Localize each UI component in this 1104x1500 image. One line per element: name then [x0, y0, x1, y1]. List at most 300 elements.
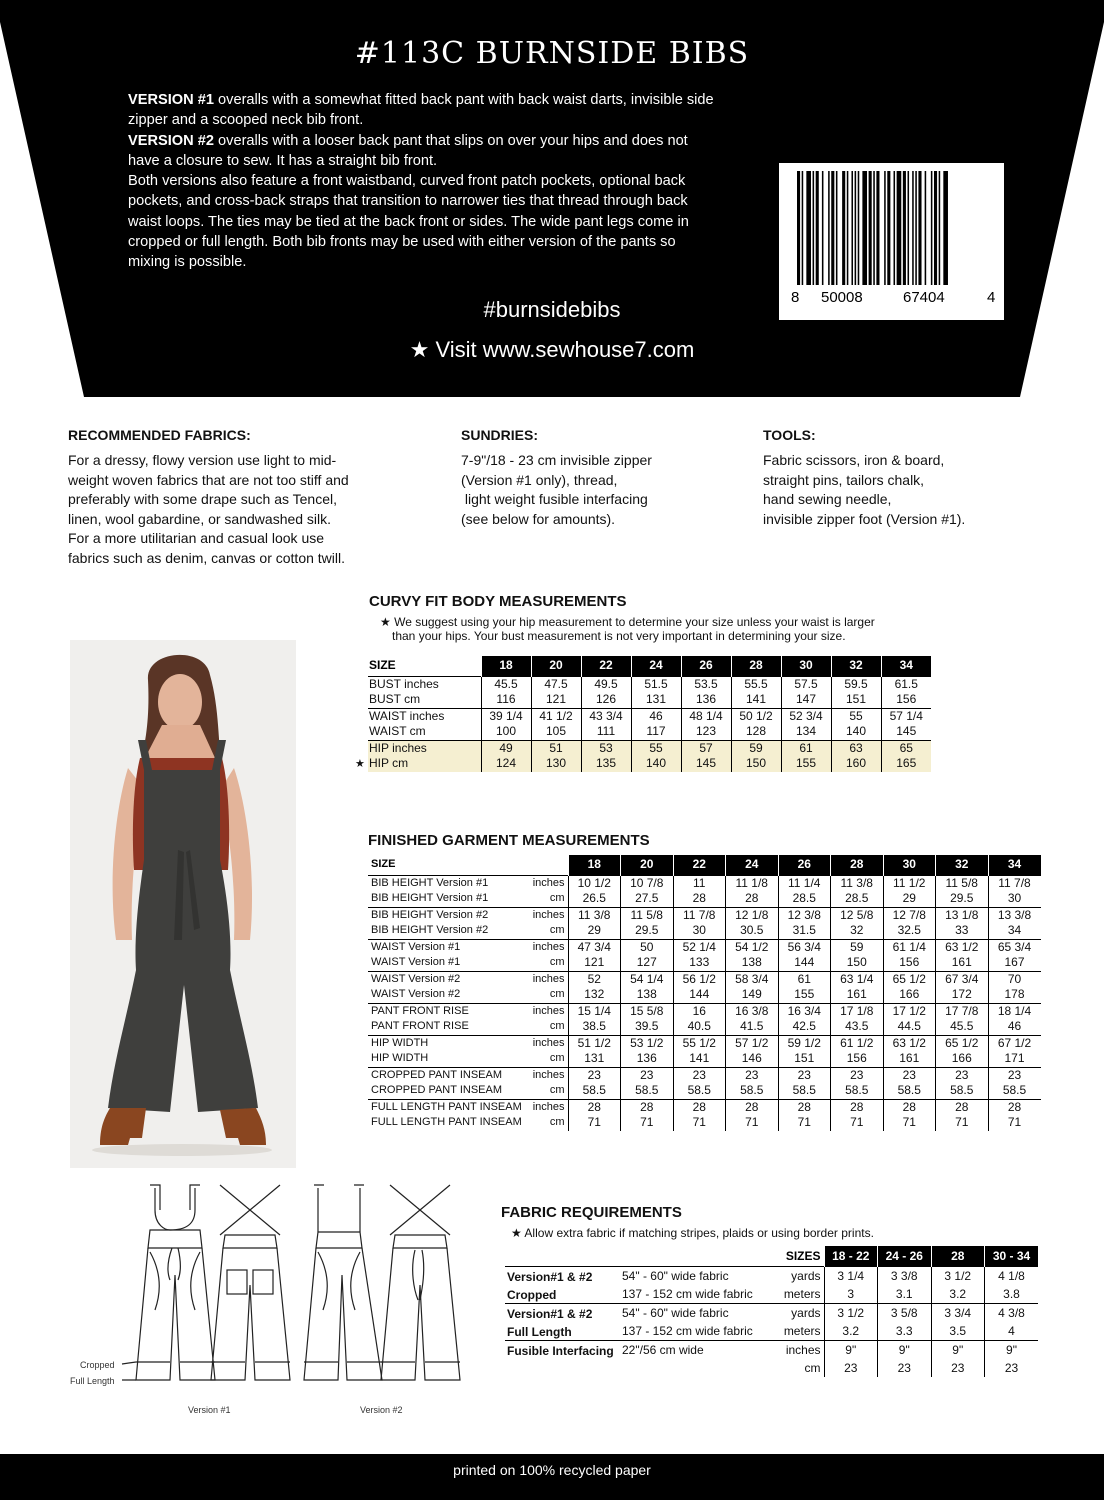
- version2-text: overalls with a looser back pant that slips on over your hips and does not have a closure to sew. It has a straight bib front.: [128, 132, 688, 169]
- barcode-bar: [855, 171, 857, 285]
- barcode-bar: [934, 171, 937, 285]
- value-cell: 41.5: [726, 1019, 779, 1035]
- table-row: [505, 1266, 1038, 1285]
- size-cell: 18: [568, 855, 621, 875]
- value-cell: 28: [831, 1099, 884, 1115]
- unit-label: cm: [549, 1020, 565, 1032]
- size-range-cell: 18 - 22: [824, 1246, 878, 1266]
- size-cell: 24: [631, 656, 681, 676]
- value-cell: 57 1/4: [881, 708, 931, 724]
- unit-label: cm: [549, 988, 565, 1000]
- size-label: SIZE: [368, 656, 481, 676]
- footer-text: printed on 100% recycled paper: [453, 1462, 651, 1478]
- size-cell: 30: [781, 656, 831, 676]
- value-cell: 121: [568, 955, 621, 971]
- value-cell: 126: [581, 692, 631, 708]
- sundries-line: 7-9"/18 - 23 cm invisible zipper: [461, 452, 652, 468]
- header-banner: [0, 0, 1104, 400]
- value-cell: 11 5/8: [936, 875, 989, 891]
- curvy-fit-note-1: ★ We suggest using your hip measurement to determine your size unless your waist is larger: [380, 615, 875, 629]
- value-cell: 23: [726, 1067, 779, 1083]
- value-cell: 178: [988, 987, 1041, 1003]
- unit-label: inches: [760, 1340, 824, 1359]
- barcode: [779, 163, 1004, 320]
- value-cell: 16 3/8: [726, 1003, 779, 1019]
- value-cell: 9": [878, 1340, 932, 1359]
- row-label: FULL LENGTH PANT INSEAM: [371, 1116, 522, 1128]
- value-cell: 42.5: [778, 1019, 831, 1035]
- table-row: [368, 891, 1041, 907]
- value-cell: 23: [878, 1359, 932, 1377]
- value-cell: 43 3/4: [581, 708, 631, 724]
- value-cell: 59.5: [831, 676, 881, 692]
- value-cell: 150: [731, 756, 781, 772]
- value-cell: 156: [883, 955, 936, 971]
- value-cell: 34: [988, 923, 1041, 939]
- size-cell: 24: [726, 855, 779, 875]
- value-cell: 165: [881, 756, 931, 772]
- value-cell: 58.5: [883, 1083, 936, 1099]
- value-cell: 61 1/2: [831, 1035, 884, 1051]
- value-cell: 47 3/4: [568, 939, 621, 955]
- row-label: WAIST Version #1: [368, 939, 530, 955]
- barcode-bar: [918, 171, 921, 285]
- barcode-bar: [822, 171, 824, 285]
- value-cell: 30: [673, 923, 726, 939]
- value-cell: 3 1/2: [824, 1303, 878, 1322]
- value-cell: 13 1/8: [936, 907, 989, 923]
- value-cell: 3 3/4: [931, 1303, 985, 1322]
- value-cell: 117: [631, 724, 681, 740]
- table-row: [505, 1303, 1038, 1322]
- unit-label: inches: [530, 939, 568, 955]
- barcode-bar: [908, 171, 910, 285]
- value-cell: 39 1/4: [481, 708, 531, 724]
- value-cell: 11 7/8: [673, 907, 726, 923]
- value-cell: 11 5/8: [621, 907, 674, 923]
- row-label: WAIST Version #2: [368, 971, 530, 987]
- fabric-requirements-table: [505, 1246, 1038, 1377]
- value-cell: 58.5: [831, 1083, 884, 1099]
- value-cell: 147: [781, 692, 831, 708]
- unit-label: meters: [783, 1286, 821, 1301]
- value-cell: 111: [581, 724, 631, 740]
- barcode-bar: [869, 171, 872, 285]
- value-cell: 48 1/4: [681, 708, 731, 724]
- value-cell: 12 3/8: [778, 907, 831, 923]
- value-cell: 135: [581, 756, 631, 772]
- value-cell: 28.5: [778, 891, 831, 907]
- website-link[interactable]: ★ Visit www.sewhouse7.com: [409, 337, 695, 362]
- value-cell: 3.5: [931, 1322, 985, 1341]
- value-cell: 138: [726, 955, 779, 971]
- finished-garment-table: [368, 855, 1041, 1131]
- size-cell: 28: [831, 855, 884, 875]
- fabric-width: [620, 1359, 760, 1377]
- size-cell: 18: [481, 656, 531, 676]
- value-cell: 57.5: [781, 676, 831, 692]
- sundries-line: (see below for amounts).: [461, 510, 616, 527]
- value-cell: 28: [988, 1099, 1041, 1115]
- value-cell: 65 1/2: [883, 971, 936, 987]
- value-cell: 55: [831, 708, 881, 724]
- value-cell: 23: [621, 1067, 674, 1083]
- value-cell: 59: [831, 939, 884, 955]
- table-header-row: [368, 656, 931, 676]
- value-cell: 11 1/2: [883, 875, 936, 891]
- sundries-line: (Version #1 only), thread,: [461, 471, 618, 488]
- value-cell: 166: [883, 987, 936, 1003]
- table-row: [368, 955, 1041, 971]
- value-cell: 63 1/2: [936, 939, 989, 955]
- value-cell: 29.5: [621, 923, 674, 939]
- pattern-description: [128, 90, 718, 273]
- value-cell: 33: [936, 923, 989, 939]
- barcode-bar: [851, 171, 853, 285]
- value-cell: 67 3/4: [936, 971, 989, 987]
- value-cell: 3.2: [931, 1285, 985, 1304]
- value-cell: 56 1/2: [673, 971, 726, 987]
- tools-line: hand sewing needle,: [763, 491, 892, 507]
- barcode-bars: [797, 171, 987, 285]
- table-row: [368, 907, 1041, 923]
- value-cell: 26.5: [568, 891, 621, 907]
- size-cell: 32: [831, 656, 881, 676]
- pattern-title: #113C BURNSIDE BIBS: [354, 36, 750, 71]
- size-range-cell: 30 - 34: [985, 1246, 1039, 1266]
- table-row: [368, 971, 1041, 987]
- value-cell: 172: [936, 987, 989, 1003]
- value-cell: 47.5: [531, 676, 581, 692]
- model-photo: [70, 640, 296, 1168]
- tools-text: [763, 451, 1043, 529]
- row-label: Full Length: [507, 1324, 572, 1339]
- value-cell: 23: [673, 1067, 726, 1083]
- barcode-bar: [797, 171, 800, 285]
- value-cell: 132: [568, 987, 621, 1003]
- cropped-label: Cropped: [80, 1360, 115, 1370]
- row-label: PANT FRONT RISE: [368, 1003, 530, 1019]
- sundries-text: [461, 451, 731, 529]
- unit-label: inches: [530, 1003, 568, 1019]
- value-cell: 65 3/4: [988, 939, 1041, 955]
- table-header-row: [505, 1246, 1038, 1266]
- value-cell: 167: [988, 955, 1041, 971]
- value-cell: 67 1/2: [988, 1035, 1041, 1051]
- barcode-digit: 50008: [821, 289, 863, 306]
- value-cell: 161: [936, 955, 989, 971]
- value-cell: 105: [531, 724, 581, 740]
- value-cell: 53.5: [681, 676, 731, 692]
- row-label: Version#1 & #2: [505, 1266, 620, 1285]
- value-cell: 63 1/2: [883, 1035, 936, 1051]
- value-cell: 58.5: [568, 1083, 621, 1099]
- size-cell: 26: [778, 855, 831, 875]
- value-cell: 43.5: [831, 1019, 884, 1035]
- empty-header-cell: [505, 1246, 620, 1266]
- value-cell: 23: [936, 1067, 989, 1083]
- value-cell: 134: [781, 724, 831, 740]
- value-cell: 71: [726, 1115, 779, 1131]
- value-cell: 9": [931, 1340, 985, 1359]
- value-cell: 3.1: [878, 1285, 932, 1304]
- value-cell: 11: [673, 875, 726, 891]
- unit-label: meters: [783, 1323, 821, 1338]
- fabric-width: 137 - 152 cm wide fabric: [622, 1323, 753, 1338]
- barcode-bar: [931, 171, 933, 285]
- value-cell: 54 1/2: [726, 939, 779, 955]
- value-cell: 17 7/8: [936, 1003, 989, 1019]
- value-cell: 28: [726, 891, 779, 907]
- value-cell: 23: [824, 1359, 878, 1377]
- value-cell: 71: [936, 1115, 989, 1131]
- flat-sketch-illustration: [70, 1180, 480, 1420]
- size-cell: 30: [883, 855, 936, 875]
- value-cell: 28: [726, 1099, 779, 1115]
- value-cell: 28: [621, 1099, 674, 1115]
- barcode-bar: [943, 171, 948, 285]
- table-row: [368, 1019, 1041, 1035]
- value-cell: 30: [988, 891, 1041, 907]
- table-row: [368, 708, 931, 724]
- value-cell: 63 1/4: [831, 971, 884, 987]
- value-cell: 65 1/2: [936, 1035, 989, 1051]
- sundries-line: light weight fusible interfacing: [461, 491, 648, 507]
- value-cell: 58.5: [726, 1083, 779, 1099]
- value-cell: 51 1/2: [568, 1035, 621, 1051]
- value-cell: 71: [778, 1115, 831, 1131]
- unit-label: yards: [760, 1266, 824, 1285]
- value-cell: 56 3/4: [778, 939, 831, 955]
- value-cell: 28: [778, 1099, 831, 1115]
- value-cell: 71: [831, 1115, 884, 1131]
- size-range-cell: 24 - 26: [878, 1246, 932, 1266]
- value-cell: 138: [621, 987, 674, 1003]
- size-cell: 22: [673, 855, 726, 875]
- unit-label: cm: [804, 1360, 821, 1375]
- value-cell: 10 1/2: [568, 875, 621, 891]
- size-cell: 22: [581, 656, 631, 676]
- size-cell: 20: [531, 656, 581, 676]
- row-label: HIP WIDTH: [368, 1035, 530, 1051]
- table-row: [368, 756, 931, 772]
- value-cell: 10 7/8: [621, 875, 674, 891]
- value-cell: 23: [985, 1359, 1039, 1377]
- value-cell: 23: [568, 1067, 621, 1083]
- row-label: PANT FRONT RISE: [371, 1020, 469, 1032]
- size-label: SIZE: [368, 855, 530, 875]
- value-cell: 161: [831, 987, 884, 1003]
- table-row: [368, 1035, 1041, 1051]
- value-cell: 155: [781, 756, 831, 772]
- size-range-cell: 28: [931, 1246, 985, 1266]
- barcode-bar: [915, 171, 917, 285]
- value-cell: 4 1/8: [985, 1266, 1039, 1285]
- value-cell: 54 1/4: [621, 971, 674, 987]
- value-cell: 61.5: [881, 676, 931, 692]
- unit-label: cm: [549, 1084, 565, 1096]
- value-cell: 39.5: [621, 1019, 674, 1035]
- unit-label: inches: [530, 875, 568, 891]
- value-cell: 144: [673, 987, 726, 1003]
- value-cell: 59 1/2: [778, 1035, 831, 1051]
- fabric-width: 54" - 60" wide fabric: [620, 1266, 760, 1285]
- row-label: [505, 1359, 620, 1377]
- value-cell: 28.5: [831, 891, 884, 907]
- table-row: [368, 676, 931, 692]
- value-cell: 51.5: [631, 676, 681, 692]
- value-cell: 9": [824, 1340, 878, 1359]
- value-cell: 55 1/2: [673, 1035, 726, 1051]
- value-cell: 32.5: [883, 923, 936, 939]
- value-cell: 44.5: [883, 1019, 936, 1035]
- value-cell: 3.3: [878, 1322, 932, 1341]
- value-cell: 124: [481, 756, 531, 772]
- footer: [0, 1454, 1104, 1500]
- barcode-bar: [894, 171, 896, 285]
- row-label: BUST inches: [368, 676, 481, 692]
- value-cell: 146: [726, 1051, 779, 1067]
- value-cell: 130: [531, 756, 581, 772]
- barcode-bar: [884, 171, 886, 285]
- table-row: [368, 1115, 1041, 1131]
- value-cell: 40.5: [673, 1019, 726, 1035]
- value-cell: 15 5/8: [621, 1003, 674, 1019]
- value-cell: 3 1/4: [824, 1266, 878, 1285]
- value-cell: 131: [631, 692, 681, 708]
- value-cell: 12 1/8: [726, 907, 779, 923]
- empty-header-cell: [620, 1246, 760, 1266]
- table-row: [368, 740, 931, 756]
- value-cell: 51: [531, 740, 581, 756]
- row-label: WAIST inches: [368, 708, 481, 724]
- row-label: BIB HEIGHT Version #1: [371, 892, 489, 904]
- row-label: CROPPED PANT INSEAM: [371, 1084, 503, 1096]
- size-cell: 34: [881, 656, 931, 676]
- version2-label: VERSION #2: [128, 132, 214, 149]
- value-cell: 23: [988, 1067, 1041, 1083]
- value-cell: 71: [988, 1115, 1041, 1131]
- barcode-bar: [831, 171, 834, 285]
- value-cell: 3: [824, 1285, 878, 1304]
- value-cell: 61: [778, 971, 831, 987]
- value-cell: 71: [883, 1115, 936, 1131]
- row-label: Cropped: [507, 1287, 557, 1302]
- row-label: WAIST Version #1: [371, 956, 461, 968]
- value-cell: 27.5: [621, 891, 674, 907]
- value-cell: 12 7/8: [883, 907, 936, 923]
- fabric-width: 137 - 152 cm wide fabric: [622, 1286, 753, 1301]
- size-cell: 20: [621, 855, 674, 875]
- table-row: [368, 1083, 1041, 1099]
- value-cell: 11 1/8: [726, 875, 779, 891]
- value-cell: 29.5: [936, 891, 989, 907]
- table-row: [505, 1359, 1038, 1377]
- size-cell: 28: [731, 656, 781, 676]
- barcode-digit: 67404: [903, 289, 945, 306]
- empty-header-cell: [530, 855, 568, 875]
- value-cell: 52: [568, 971, 621, 987]
- value-cell: 156: [881, 692, 931, 708]
- fabric-width: 54" - 60" wide fabric: [620, 1303, 760, 1322]
- value-cell: 46: [988, 1019, 1041, 1035]
- fabrics-casual-text: For a more utilitarian and casual look use fabrics such as denim, canvas or cotton twill.: [68, 530, 346, 566]
- value-cell: 3.8: [985, 1285, 1039, 1304]
- value-cell: 11 3/8: [568, 907, 621, 923]
- barcode-bar: [828, 171, 830, 285]
- value-cell: 144: [778, 955, 831, 971]
- size-cell: 26: [681, 656, 731, 676]
- value-cell: 71: [673, 1115, 726, 1131]
- value-cell: 18 1/4: [988, 1003, 1041, 1019]
- row-label: BUST cm: [369, 692, 421, 706]
- value-cell: 4: [985, 1322, 1039, 1341]
- value-cell: 57 1/2: [726, 1035, 779, 1051]
- table-row: [505, 1322, 1038, 1341]
- table-row: [368, 939, 1041, 955]
- value-cell: 123: [681, 724, 731, 740]
- row-label: BIB HEIGHT Version #1: [368, 875, 530, 891]
- unit-label: yards: [760, 1303, 824, 1322]
- both-versions-text: Both versions also feature a front waistband, curved front patch pockets, optional back pockets, and cross-back straps that transition to narrower ties that thread through back waist loops. The ties may be tied at the back front or sides. The wide pant legs come in cropped or full length. Both bib fronts may be used with either version of the pants so mixing is possible.: [128, 173, 689, 271]
- value-cell: 151: [831, 692, 881, 708]
- value-cell: 140: [831, 724, 881, 740]
- value-cell: 50: [621, 939, 674, 955]
- row-label: WAIST cm: [369, 724, 426, 738]
- value-cell: 28: [883, 1099, 936, 1115]
- row-label: BIB HEIGHT Version #2: [368, 907, 530, 923]
- tools-line: invisible zipper foot (Version #1).: [763, 510, 966, 527]
- row-label: Version#1 & #2: [505, 1303, 620, 1322]
- value-cell: 57: [681, 740, 731, 756]
- table-row: [368, 987, 1041, 1003]
- unit-label: cm: [549, 1052, 565, 1064]
- row-label: WAIST Version #2: [371, 988, 461, 1000]
- curvy-fit-note-2: than your hips. Your bust measurement is not very important in determining your size.: [392, 629, 846, 643]
- tools-line: straight pins, tailors chalk,: [763, 471, 925, 488]
- table-row: [368, 1003, 1041, 1019]
- table-row: [505, 1285, 1038, 1304]
- row-label: BIB HEIGHT Version #2: [371, 924, 489, 936]
- value-cell: 100: [481, 724, 531, 740]
- value-cell: 156: [831, 1051, 884, 1067]
- row-label: HIP WIDTH: [371, 1052, 429, 1064]
- unit-label: inches: [530, 1099, 568, 1115]
- value-cell: 58 3/4: [726, 971, 779, 987]
- barcode-bar: [873, 171, 875, 285]
- table-row: [368, 692, 931, 708]
- value-cell: 45.5: [481, 676, 531, 692]
- value-cell: 58.5: [936, 1083, 989, 1099]
- barcode-bar: [802, 171, 804, 285]
- value-cell: 151: [778, 1051, 831, 1067]
- unit-label: cm: [549, 1116, 565, 1128]
- barcode-bar: [816, 171, 819, 285]
- value-cell: 71: [568, 1115, 621, 1131]
- hashtag: #burnsidebibs: [483, 297, 621, 322]
- unit-label: inches: [530, 907, 568, 923]
- value-cell: 3.2: [824, 1322, 878, 1341]
- fabric-requirements-note: ★ Allow extra fabric if matching stripes, plaids or using border prints.: [511, 1226, 874, 1240]
- value-cell: 30.5: [726, 923, 779, 939]
- fabric-requirements-heading: FABRIC REQUIREMENTS: [501, 1204, 682, 1221]
- sizes-label: SIZES: [760, 1246, 824, 1266]
- value-cell: 23: [831, 1067, 884, 1083]
- value-cell: 116: [481, 692, 531, 708]
- barcode-bar: [897, 171, 902, 285]
- value-cell: 31.5: [778, 923, 831, 939]
- value-cell: 136: [681, 692, 731, 708]
